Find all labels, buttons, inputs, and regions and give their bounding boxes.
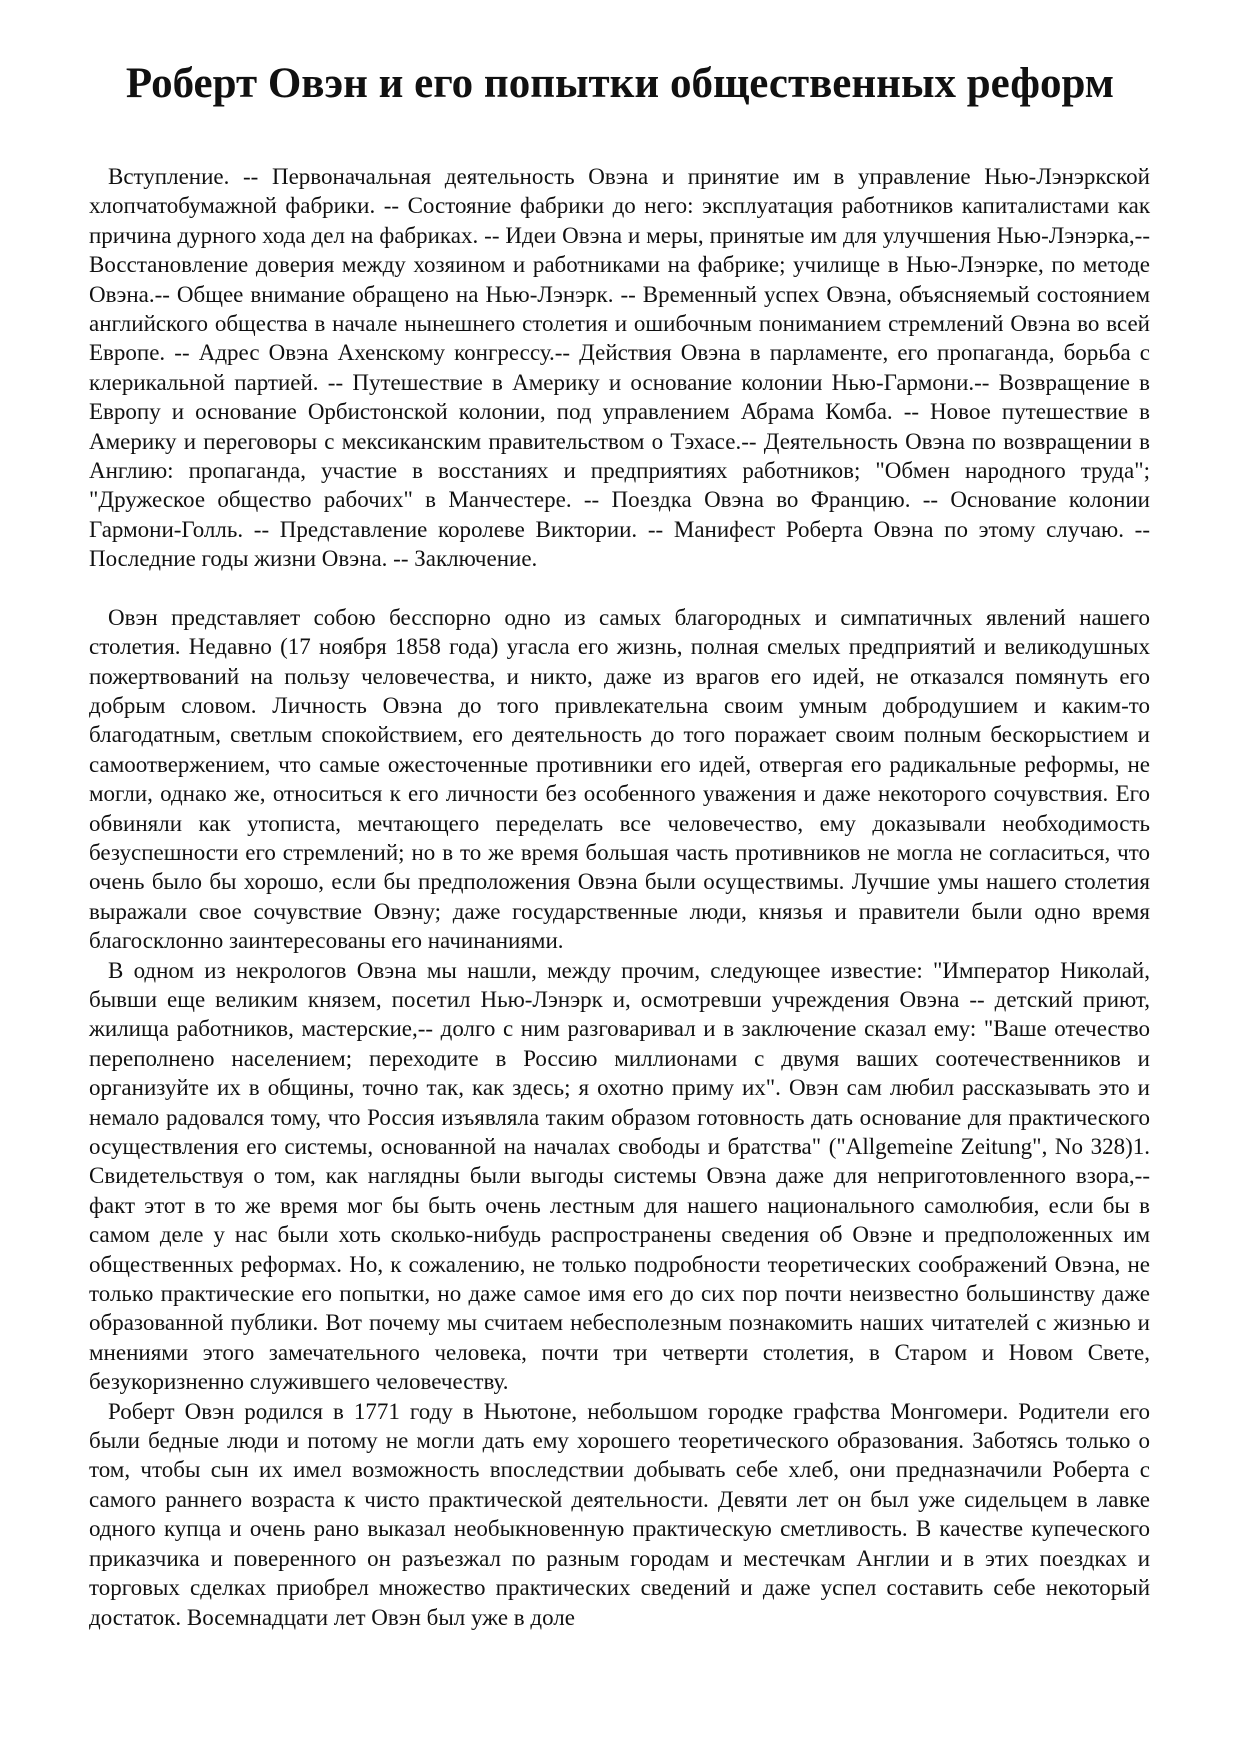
document-body xyxy=(89,162,1150,1632)
body-paragraph: Овэн представляет собою бесспорно одно из самых благородных и симпатичных явлений нашего столетия. Недавно (17 ноября 1858 года) угасла его жизнь, полная смелых предприятий и великодушных пожертвований на пользу человечества, и никто, даже из врагов его идей, не отказался помянуть его добрым словом. Личность Овэна до того привлекательна своим умным добродушием и каким-то благодатным, светлым спокойствием, его деятельность до того поражает своим полным бескорыстием и самоотвержением, что самые ожесточенные противники его идей, отвергая его радикальные реформы, не могли, однако же, относиться к его личности без особенного уважения и даже некоторого сочувствия. Его обвиняли как утописта, мечтающего переделать все человечество, ему доказывали необходимость безуспешности его стремлений; но в то же время большая часть противников не могла не согласиться, что очень было бы хорошо, если бы предположения Овэна были осуществимы. Лучшие умы нашего столетия выражали свое сочувствие Овэну; даже государственные люди, князья и правители были одно время благосклонно заинтересованы его начинаниями. xyxy=(89,604,1150,954)
summary-paragraph: Вступление. -- Первоначальная деятельность Овэна и принятие им в управление Нью-Лэнэркской хлопчатобумажной фабрики. -- Состояние фабрики до него: эксплуатация работников капиталистами как причина дурного хода дел на фабриках. -- Идеи Овэна и меры, принятые им для улучшения Нью-Лэнэрка,-- Восстановление доверия между хозяином и работниками на фабрике; училище в Нью-Лэнэрке, по методе Овэна.-- Общее внимание обращено на Нью-Лэнэрк. -- Временный успех Овэна, объясняемый состоянием английского общества в начале нынешнего столетия и ошибочным пониманием стремлений Овэна во всей Европе. -- Адрес Овэна Ахенскому конгрессу.-- Действия Овэна в парламенте, его пропаганда, борьба с клерикальной партией. -- Путешествие в Америку и основание колонии Нью-Гармони.-- Возвращение в Европу и основание Орбистонской колонии, под управлением Абрама Комба. -- Новое путешествие в Америку и переговоры с мексиканским правительством о Тэхасе.-- Деятельность Овэна по возвращении в Англию: пропаганда, участие в восстаниях и предприятиях работников; "Обмен народного труда"; "Дружеское общество рабочих" в Манчестере. -- Поездка Овэна во Францию. -- Основание колонии Гармони-Голль. -- Представление королеве Виктории. -- Манифест Роберта Овэна по этому случаю. -- Последние годы жизни Овэна. -- Заключение. xyxy=(89,164,1150,572)
document-title: Роберт Овэн и его попытки общественных реформ xyxy=(125,60,1115,107)
body-paragraph: Роберт Овэн родился в 1771 году в Ньютоне, небольшом городке графства Монгомери. Родители его были бедные люди и потому не могли дать ему хорошего теоретического образования. Заботясь только о том, чтобы сын их имел возможность впоследствии добывать себе хлеб, они предназначили Роберта с самого раннего возраста к чисто практической деятельности. Девяти лет он был уже сидельцем в лавке одного купца и очень рано выказал необыкновенную практическую сметливость. В качестве купеческого приказчика и поверенного он разъезжал по разным городам и местечкам Англии и в этих поездках и торговых сделках приобрел множество практических сведений и даже успел составить себе некоторый достаток. Восемнадцати лет Овэн был уже в доле xyxy=(89,1398,1150,1630)
body-paragraph: В одном из некрологов Овэна мы нашли, между прочим, следующее известие: "Император Николай, бывши еще великим князем, посетил Нью-Лэнэрк и, осмотревши учреждения Овэна -- детский приют, жилища работников, мастерские,-- долго с ним разговаривал и в заключение сказал ему: "Ваше отечество переполнено населением; переходите в Россию миллионами с двумя ваших соотечественников и организуйте их в общины, точно так, как здесь; я охотно приму их". Овэн сам любил рассказывать это и немало радовался тому, что Россия изъявляла таким образом готовность дать основание для практического осуществления его системы, основанной на началах свободы и братства" ("Allgemeine Zeitung", No 328)1. Свидетельствуя о том, как наглядны были выгоды системы Овэна даже для неприготовленного взора,-- факт этот в то же время мог бы быть очень лестным для нашего национального самолюбия, если бы в самом деле у нас были хоть сколько-нибудь распространены сведения об Овэне и предположенных им общественных реформах. Но, к сожалению, не только подробности теоретических соображений Овэна, не только практические его попытки, но даже самое имя его до сих пор почти неизвестно большинству даже образованной публики. Вот почему мы считаем небесполезным познакомить наших читателей с жизнью и мнениями этого замечательного человека, почти три четверти столетия, в Старом и Новом Свете, безукоризненно служившего человечеству. xyxy=(89,957,1150,1395)
